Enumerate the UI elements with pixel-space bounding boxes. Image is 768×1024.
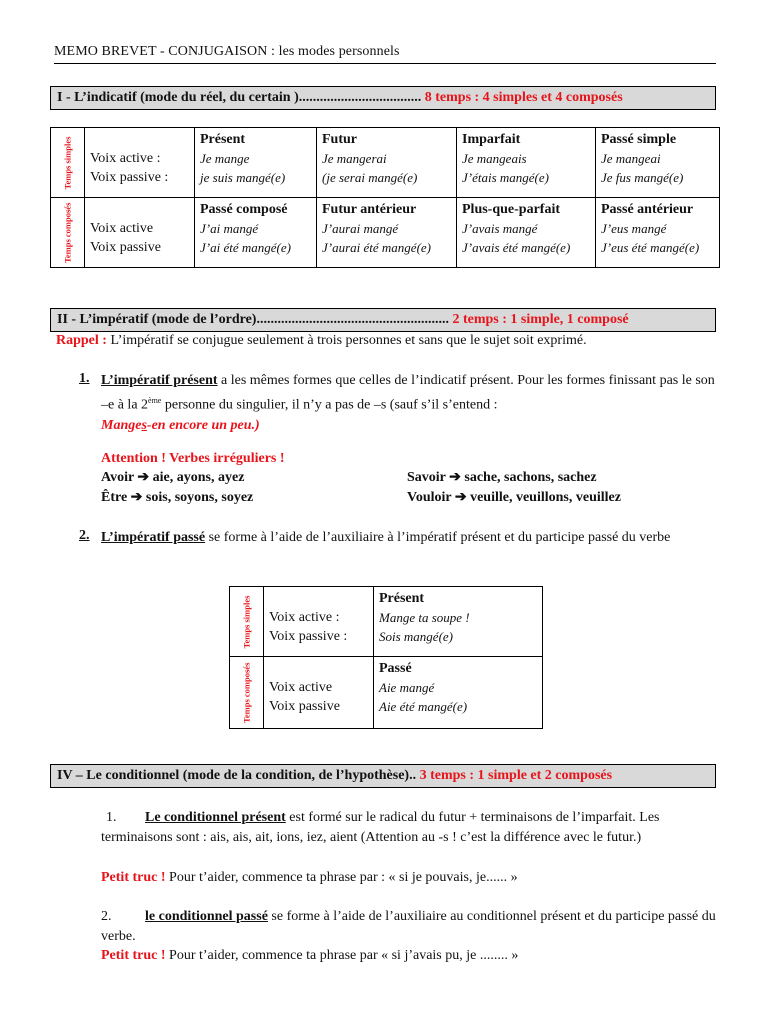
- item-number: 1.: [79, 371, 90, 386]
- row-side-label: Temps composés: [230, 657, 264, 729]
- irregular-verb-etre: Être ➔ sois, soyons, soyez: [101, 490, 254, 505]
- tense-cell-plus-que-parfait: Plus-que-parfait J’avais mangé J’avais été mangé(e): [457, 198, 596, 268]
- imperatif-present-title: L’impératif présent: [101, 373, 218, 388]
- imperatif-table: [229, 586, 543, 729]
- voice-labels: Voix active : Voix passive :: [85, 128, 195, 198]
- imperatif-present-paragraph: L’impératif présent a les mêmes formes que celles de l’indicatif présent. Pour les formes finissant pas le son –e à la 2ème personne du singulier, il n’y a pas de –s (sauf s’il s’entend : Manges-en encore un peu.): [101, 371, 721, 436]
- irregular-verb-vouloir: Vouloir ➔ veuille, veuillons, veuillez: [407, 490, 621, 505]
- item-number: 1.: [106, 810, 117, 825]
- tense-cell-futur-anterieur: Futur antérieur J’aurai mangé J’aurai été mangé(e): [317, 198, 457, 268]
- section-tense-count: 2 temps : 1 simple, 1 composé: [452, 312, 629, 327]
- rappel-line: [56, 331, 736, 351]
- rappel-label: Rappel :: [56, 333, 107, 348]
- tense-cell-futur: Futur Je mangerai (je serai mangé(e): [317, 128, 457, 198]
- conditionnel-passe-title: le conditionnel passé: [145, 909, 268, 924]
- imperatif-example: Manges-en encore un peu.): [101, 417, 260, 433]
- irregular-verb-avoir: Avoir ➔ aie, ayons, ayez: [101, 470, 245, 485]
- voice-labels: Voix active Voix passive: [264, 657, 374, 729]
- conditionnel-passe-tip: Petit truc ! Pour t’aider, commence ta phrase par « si j’avais pu, je ........ »: [101, 948, 519, 963]
- row-side-label: Temps composés: [51, 198, 85, 268]
- tense-cell-passe: Passé Aie mangé Aie été mangé(e): [374, 657, 543, 729]
- leader-dots: .......................................................: [256, 312, 449, 327]
- tense-cell-imparfait: Imparfait Je mangeais J’étais mangé(e): [457, 128, 596, 198]
- voice-labels: Voix active : Voix passive :: [264, 587, 374, 657]
- section-imperatif-band: [50, 308, 716, 332]
- conditionnel-present-paragraph: Le conditionnel présent est formé sur le radical du futur + terminaisons de l’imparfait. Les terminaisons sont : ais, ais, ait, ions, iez, aient (Attention au -s ! c’est la différence avec le futur.): [101, 810, 660, 845]
- indicatif-table: [50, 127, 720, 268]
- imperatif-passe-title: L’impératif passé: [101, 530, 206, 545]
- tense-cell-present: Présent Je mange je suis mangé(e): [195, 128, 317, 198]
- tense-cell-passe-simple: Passé simple Je mangeai Je fus mangé(e): [596, 128, 720, 198]
- document-header: MEMO BREVET - CONJUGAISON : les modes personnels: [54, 44, 716, 64]
- section-conditionnel-band: [50, 764, 716, 788]
- imperatif-passe-paragraph: L’impératif passé se forme à l’aide de l’auxiliaire à l’impératif présent et du participe passé du verbe: [101, 530, 671, 545]
- irregular-verb-savoir: Savoir ➔ sache, sachons, sachez: [407, 470, 597, 485]
- section-title: IV – Le conditionnel (mode de la condition, de l’hypothèse)..: [57, 768, 417, 783]
- section-title: II - L’impératif (mode de l’ordre): [57, 312, 257, 327]
- leader-dots: ...................................: [298, 90, 422, 105]
- item-number: 2.: [79, 528, 90, 543]
- voice-labels: Voix active Voix passive: [85, 198, 195, 268]
- rappel-text: L’impératif se conjugue seulement à trois personnes et sans que le sujet soit exprimé.: [106, 333, 587, 348]
- section-title: I - L’indicatif (mode du réel, du certain ): [57, 90, 299, 105]
- conditionnel-present-title: Le conditionnel présent: [145, 810, 286, 825]
- item-number: 2.: [101, 909, 112, 924]
- row-side-label: Temps simples: [51, 128, 85, 198]
- irregular-verbs-title: Attention ! Verbes irréguliers !: [101, 451, 285, 466]
- row-side-label: Temps simples: [230, 587, 264, 657]
- section-indicatif-band: [50, 86, 716, 110]
- section-tense-count: 3 temps : 1 simple et 2 composés: [416, 768, 613, 783]
- tense-cell-passe-anterieur: Passé antérieur J’eus mangé J’eus été mangé(e): [596, 198, 720, 268]
- tense-cell-present: Présent Mange ta soupe ! Sois mangé(e): [374, 587, 543, 657]
- conditionnel-passe-paragraph: le conditionnel passé se forme à l’aide de l’auxiliaire au conditionnel présent et du participe passé du verbe.: [101, 909, 716, 944]
- conditionnel-present-tip: Petit truc ! Pour t’aider, commence ta phrase par : « si je pouvais, je...... »: [101, 870, 518, 885]
- tense-cell-passe-compose: Passé composé J’ai mangé J’ai été mangé(e): [195, 198, 317, 268]
- section-tense-count: 8 temps : 4 simples et 4 composés: [424, 90, 623, 105]
